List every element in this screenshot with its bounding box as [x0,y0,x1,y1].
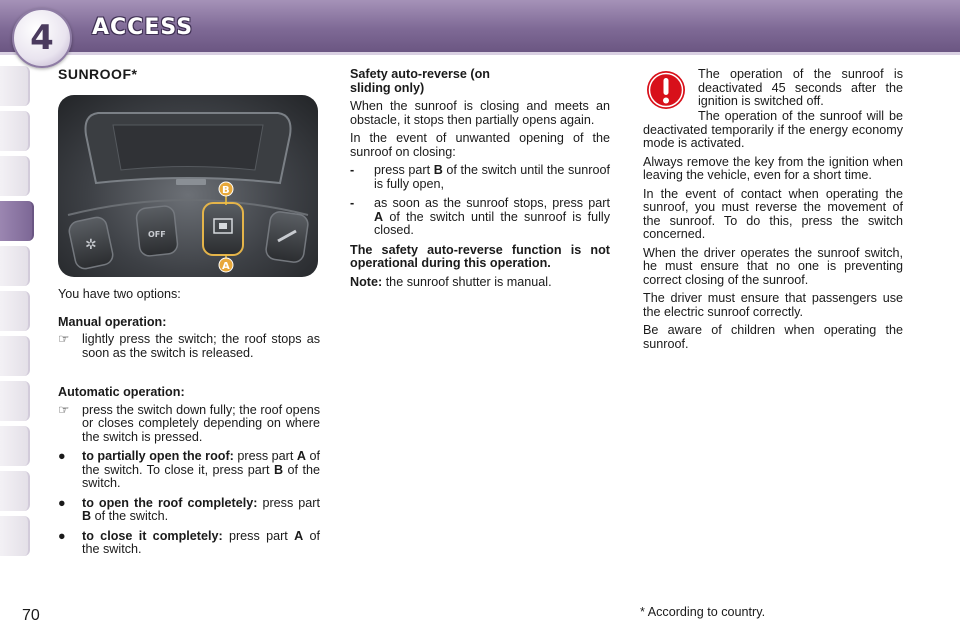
side-tab[interactable] [0,291,30,331]
part-label: A [294,528,304,543]
manual-heading: Manual operation: [58,314,167,329]
part-b-marker: B [222,185,230,196]
automatic-text: press the switch down fully; the roof opens or closes completely depending on where the switch is pressed. [82,402,320,444]
item-text: press part [228,528,288,543]
item-bold: to partially open the roof: [82,449,234,463]
warning-paragraph: When the driver operates the sunroof switch, he must ensure that no one is preventing correct closing of the sunroof. [643,245,903,287]
side-tab[interactable] [0,381,30,421]
warning-paragraph: Always remove the key from the ignition when leaving the vehicle, even for a short time. [643,154,903,182]
safety-bold-note: The safety auto-reverse function is not operational during this operation. [350,242,610,270]
automatic-instruction [58,404,320,445]
warning-paragraph: In the event of contact when operating the sunroof, you must reverse the movement of the sunroof. To do this, press the switch concerned. [643,186,903,241]
side-tab[interactable] [0,66,30,106]
side-tab-active[interactable] [0,201,34,241]
sunroof-title-block [58,68,320,82]
note-text: the sunroof shutter is manual. [385,274,552,289]
chapter-side-tabs [0,66,34,561]
list-item [350,197,610,238]
item-text: press part [262,495,320,510]
side-tab[interactable] [0,516,30,556]
warning-paragraph: The driver must ensure that passengers use the electric sunroof correctly. [643,291,903,319]
pointing-hand-icon: ☞ [58,332,70,346]
list-item [58,530,320,557]
item-text: of the switch. [94,509,169,523]
footnote: * According to country. [640,605,766,619]
header-divider [0,52,960,55]
item-text: as soon as the sunroof stops, press part [374,196,610,210]
warning-paragraph: The operation of the sunroof will be deactivated temporarily if the energy economy mode is activated. [643,109,903,150]
manual-text: lightly press the switch; the roof stops as soon as the switch is released. [82,332,320,360]
item-text: of the switch. [82,462,321,490]
item-bold: to close it completely: [82,528,223,543]
side-tab[interactable] [0,246,30,286]
side-tab[interactable] [0,336,30,376]
part-label: B [273,462,284,477]
left-column-text [58,288,320,563]
note-label: Note: [350,274,383,289]
warning-first-para [698,68,903,114]
page-number: 70 [22,607,40,624]
side-tab[interactable] [0,426,30,466]
item-bold: to open the roof completely: [82,495,258,510]
bullet-icon: ● [58,528,66,543]
automatic-heading: Automatic operation: [58,385,185,399]
dash-marker: - [350,163,355,177]
list-item [58,450,320,491]
pointing-hand-icon: ☞ [58,402,70,417]
item-text: of the switch. [82,528,321,556]
part-label: B [433,163,443,177]
part-label: B [82,509,92,523]
side-tab[interactable] [0,111,30,151]
manual-instruction [58,333,320,360]
part-label: A [374,209,384,224]
chapter-number: 4 [30,18,54,58]
side-tab[interactable] [0,471,30,511]
side-tab[interactable] [0,156,30,196]
item-text: of the switch until the sunroof is fully closed. [374,209,611,237]
section-title: SUNROOF* [58,66,138,82]
bullet-icon: ● [58,495,66,510]
sunroof-switch-photo [58,95,318,277]
warning-paragraph: The operation of the sunroof is deactivated 45 seconds after the ignition is switched off. [698,67,903,108]
part-label: A [296,449,307,463]
item-text: of the switch. To close it, press part [82,449,321,477]
safety-paragraph: When the sunroof is closing and meets an obstacle, it stops then partially opens again. [350,99,610,127]
item-text: press part [374,163,431,177]
middle-column-text [350,68,610,294]
chapter-title: ACCESS [92,15,194,40]
warning-paragraph: Be aware of children when operating the sunroof. [643,323,903,351]
airbag-off-label: OFF [148,230,166,239]
intro-text: You have two options: [58,287,181,301]
safety-paragraph: In the event of unwanted opening of the sunroof on closing: [350,131,610,159]
right-column-text [643,110,903,356]
fan-icon: ✲ [85,237,97,253]
chapter-badge [12,8,72,68]
dash-marker: - [350,196,355,210]
bullet-icon: ● [58,449,66,463]
item-text: press part [237,449,294,463]
list-item [350,164,610,191]
list-item [58,497,320,524]
exclamation-warning-icon [646,70,686,115]
note-paragraph [350,276,610,290]
part-a-marker: A [222,261,230,272]
safety-title: Safety auto-reverse (on sliding only) [350,67,490,95]
switch-panel-illustration [58,95,318,277]
item-text: of the switch until the sunroof is fully open, [374,163,611,191]
